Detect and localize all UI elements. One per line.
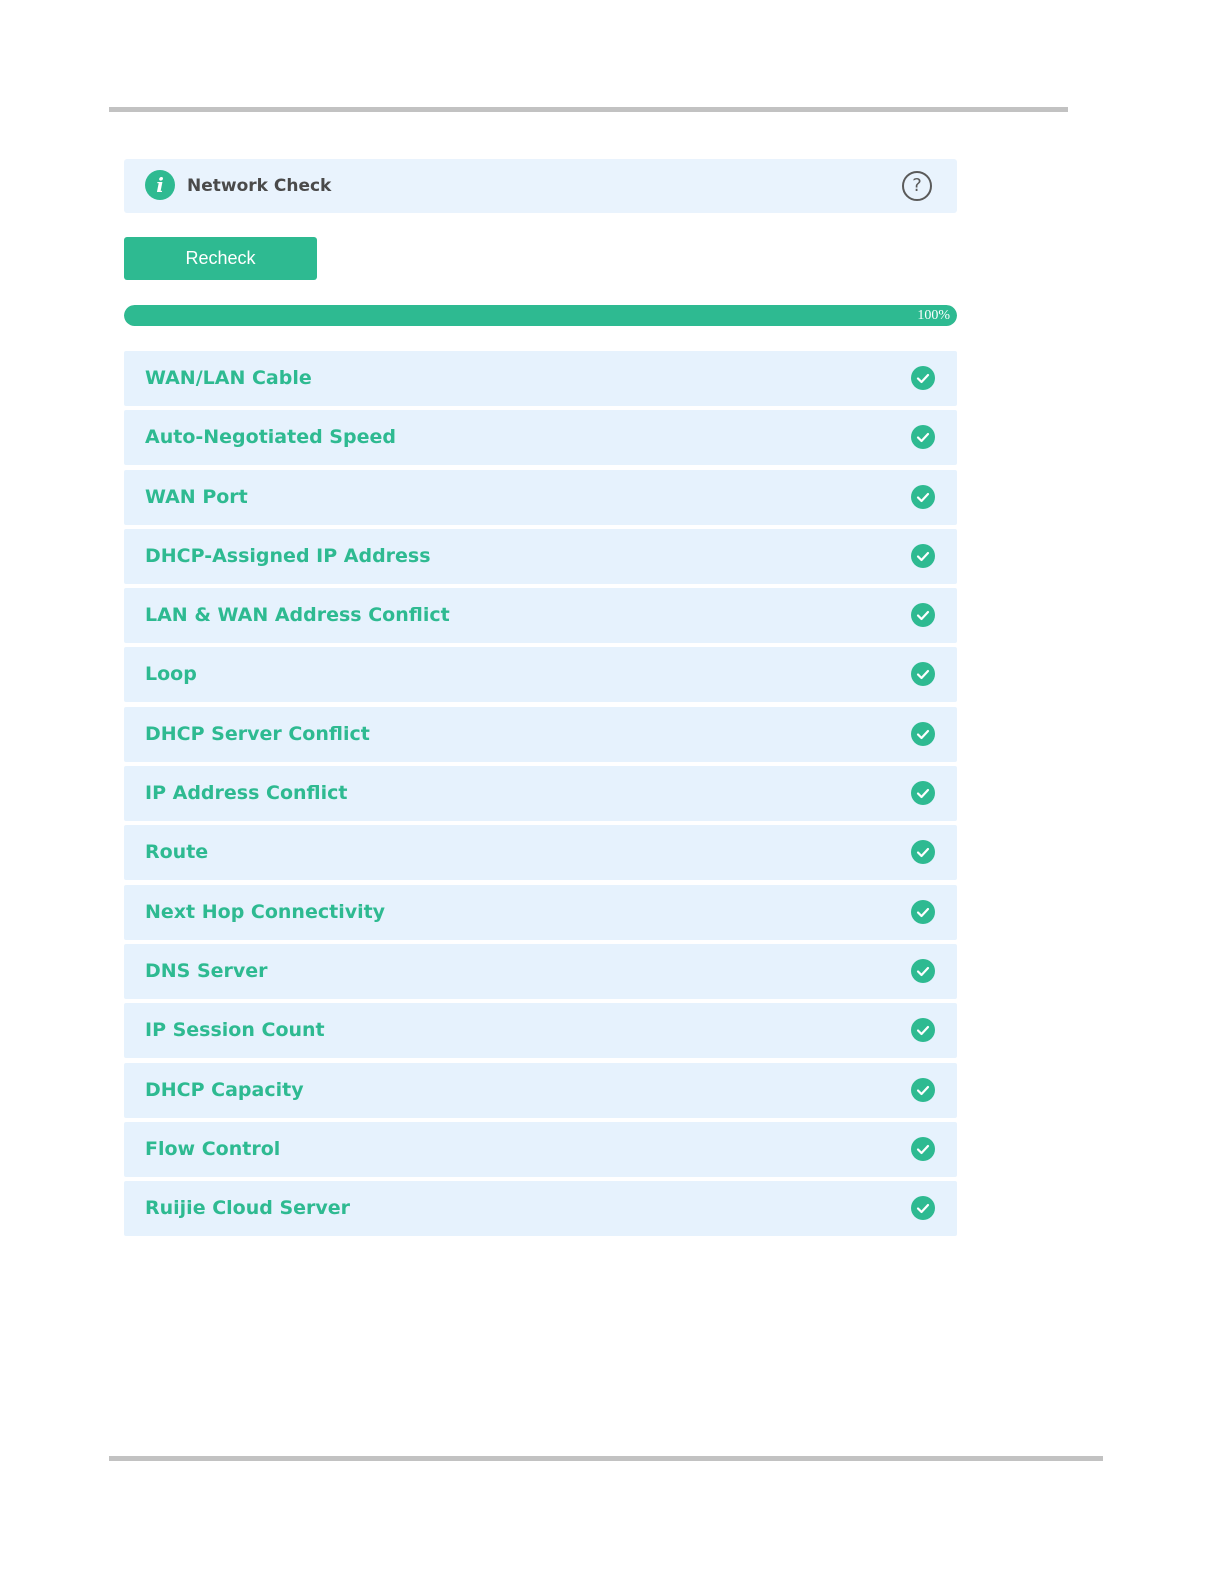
check-item-label: LAN & WAN Address Conflict <box>145 604 450 627</box>
check-circle-icon <box>911 900 935 924</box>
check-item-label: DNS Server <box>145 959 268 982</box>
check-circle-icon <box>911 1078 935 1102</box>
check-circle-icon <box>911 1018 935 1042</box>
check-item-label: DHCP-Assigned IP Address <box>145 544 431 567</box>
check-circle-icon <box>911 485 935 509</box>
check-item-label: Ruijie Cloud Server <box>145 1197 351 1220</box>
list-item <box>124 410 957 465</box>
check-item-label: Auto-Negotiated Speed <box>145 426 396 449</box>
page-title: Network Check <box>187 176 332 196</box>
check-item-label: Flow Control <box>145 1137 281 1160</box>
check-circle-icon <box>911 425 935 449</box>
check-circle-icon <box>911 1137 935 1161</box>
list-item <box>124 944 957 999</box>
list-item <box>124 1063 957 1118</box>
list-item <box>124 766 957 821</box>
progress-label: 100% <box>917 308 950 323</box>
check-item-label: WAN/LAN Cable <box>145 367 312 389</box>
list-item <box>124 351 957 406</box>
list-item <box>124 707 957 762</box>
check-circle-icon <box>911 722 935 746</box>
check-circle-icon <box>911 544 935 568</box>
check-circle-icon <box>911 959 935 983</box>
check-item-label: Next Hop Connectivity <box>145 900 386 923</box>
list-item <box>124 470 957 525</box>
list-item <box>124 529 957 584</box>
list-item <box>124 588 957 643</box>
check-list <box>124 351 957 1240</box>
check-circle-icon <box>911 603 935 627</box>
list-item <box>124 1181 957 1236</box>
top-divider <box>109 107 1068 112</box>
check-item-label: WAN Port <box>145 485 248 508</box>
check-circle-icon <box>911 1196 935 1220</box>
check-item-label: DHCP Server Conflict <box>145 722 370 745</box>
check-item-label: IP Session Count <box>145 1019 325 1042</box>
check-item-label: IP Address Conflict <box>145 782 348 805</box>
list-item <box>124 647 957 702</box>
check-item-label: Loop <box>145 663 197 686</box>
progress-fill <box>124 305 957 326</box>
check-circle-icon <box>911 840 935 864</box>
check-item-label: Route <box>145 841 209 864</box>
list-item <box>124 825 957 880</box>
list-item <box>124 1003 957 1058</box>
list-item <box>124 1122 957 1177</box>
check-circle-icon <box>911 662 935 686</box>
check-circle-icon <box>911 781 935 805</box>
progress-bar <box>124 305 957 326</box>
network-check-header <box>124 159 957 213</box>
info-icon: i <box>145 170 175 200</box>
recheck-button[interactable]: Recheck <box>124 237 317 280</box>
question-circle-icon[interactable]: ? <box>902 171 932 201</box>
network-check-panel <box>124 159 957 1220</box>
bottom-divider <box>109 1456 1103 1461</box>
check-item-label: DHCP Capacity <box>145 1078 304 1101</box>
list-item <box>124 885 957 940</box>
check-circle-icon <box>911 366 935 390</box>
